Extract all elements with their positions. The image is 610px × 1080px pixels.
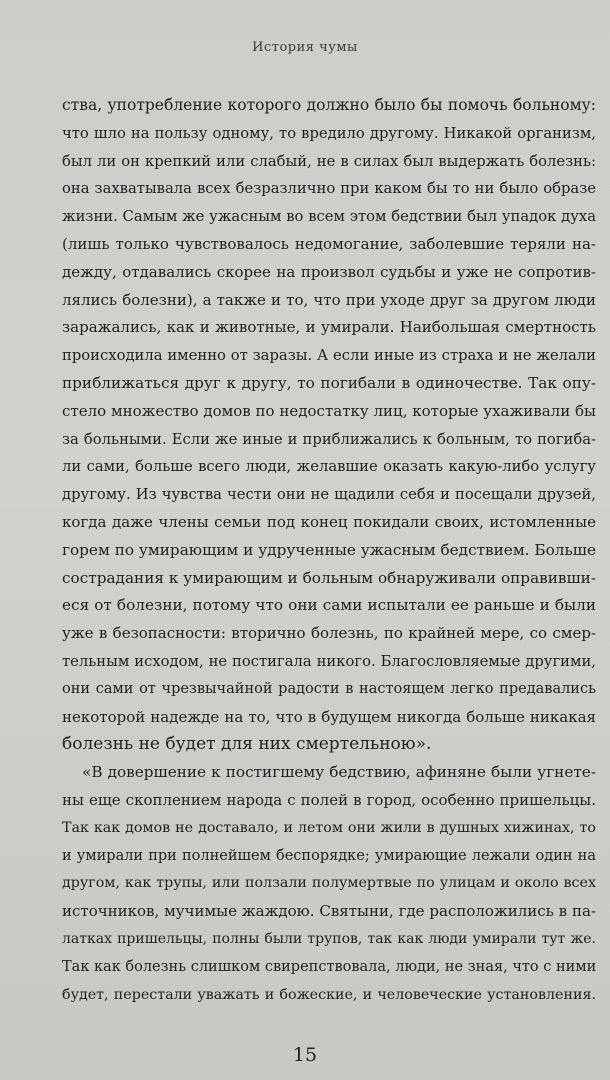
text-line: Так как болезнь слишком свирепствовала, люди, не зная, что с ними [62,958,597,975]
text-line: она захватывала всех безразлично при каком бы то ни было образе [62,180,596,198]
text-line: стело множество домов по недостатку лиц, которые ухаживали бы [62,401,596,420]
text-line: был ли он крепкий или слабый, не в силах был выдержать болезнь: [62,152,596,170]
text-line: что шло на пользу одному, то вредило другому. Никакой организм, [62,124,596,142]
paragraph-start-line: «В довершение к постигшему бедствию, афиняне были угнете- [82,763,596,782]
text-line: (лишь только чувствовалось недомогание, заболевшие теряли на- [62,234,596,253]
page-number: 15 [292,1044,318,1066]
text-line: источников, мучимые жаждою. Святыни, где расположились в па- [62,902,596,921]
text-line: некоторой надежде на то, что в будущем никогда больше никакая [62,707,596,726]
text-line: жизни. Самым же ужасным во всем этом бедствии был упадок духа [62,208,596,226]
text-line: приближаться друг к другу, то погибали в одиночестве. Так опу- [62,373,596,392]
text-line: ны еще скоплением народа с полей в город, особенно пришельцы. [62,790,596,809]
text-line: Так как домов не доставало, и летом они жили в душных хижинах, то [62,819,596,836]
text-line: еся от болезни, потому что они сами испытали ее раньше и были [62,596,596,615]
text-line: происходила именно от заразы. А если иные из страха и не желали [62,347,596,365]
text-line: ства, употребление которого должно было бы помочь больному: [62,96,596,114]
text-line: и умирали при полнейшем беспорядке; умирающие лежали один на [62,847,596,864]
text-line: уже в безопасности: вторично болезнь, по крайней мере, со смер- [62,624,596,643]
text-line: горем по умирающим и удрученные ужасным бедствием. Больше [62,540,596,559]
text-line: сострадания к умирающим и больным обнаруживали оправивши- [62,568,596,587]
text-line: лялись болезни), а также и то, что при уходе друг за другом люди [62,290,596,309]
text-line: дежду, отдавались скорее на произвол судьбы и уже не сопротив- [62,262,596,281]
text-line: будет, перестали уважать и божеские, и человеческие установления. [62,986,596,1003]
text-line: за больными. Если же иные и приближались к больным, то погиба- [62,430,596,448]
body-text [62,92,596,1009]
text-line: латках пришельцы, полны были трупов, так как люди умирали тут же. [62,930,596,947]
text-line: тельным исходом, не постигала никого. Благословляемые другими, [62,652,596,670]
text-line: они сами от чрезвычайной радости в настоящем легко предавались [62,680,596,697]
text-line: заражались, как и животные, и умирали. Наибольшая смертность [62,318,596,337]
running-head: История чумы [252,40,358,55]
text-line: другому. Из чувства чести они не щадили себя и посещали друзей, [62,486,596,504]
text-line: другом, как трупы, или ползали полумертвые по улицам и около всех [62,875,596,892]
text-line: ли сами, больше всего люди, желавшие оказать какую-либо услугу [62,458,596,476]
paragraph-end-line: болезнь не будет для них смертельною». [62,734,432,755]
text-line: когда даже члены семьи под конец покидали своих, истомленные [62,512,596,531]
